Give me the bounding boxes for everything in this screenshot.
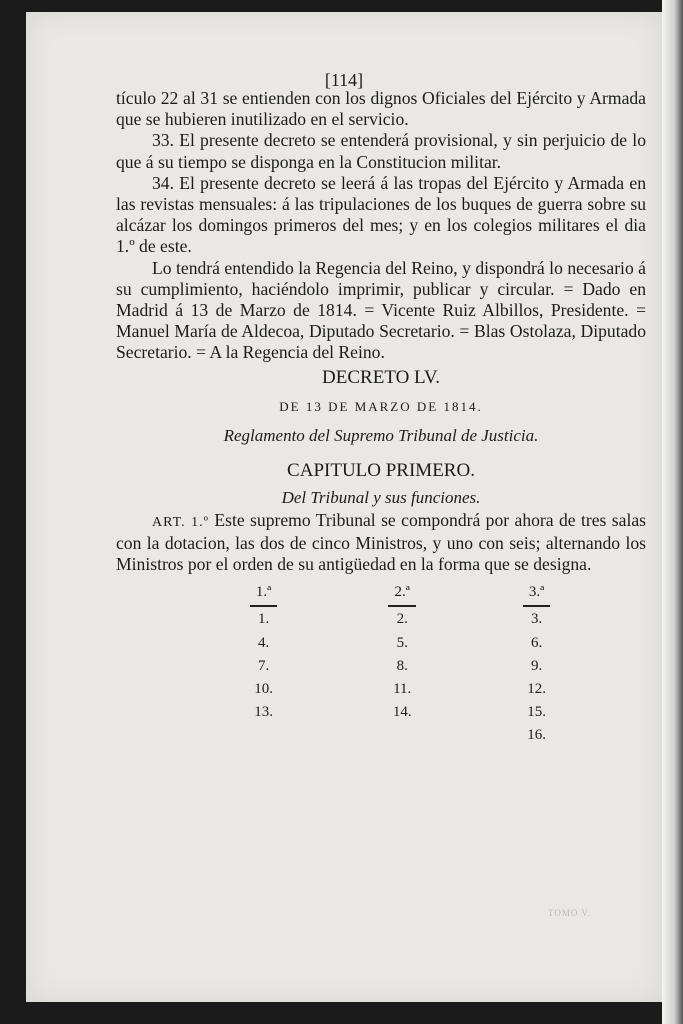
table-header-sala-2: 2.ª [339,581,465,608]
table-cell: 1. [257,611,270,628]
article-1-label: ART. 1.º [152,514,209,530]
decree-title: DECRETO LV. [322,366,440,388]
table-cell: 6. [530,634,543,651]
table-cell: 10. [254,681,273,698]
signature-mark: TOMO V. [548,908,592,918]
table-cell: 15. [527,704,546,721]
paragraph-article-34: 34. El presente decreto se leerá á las tropas del Ejército y Armada en las revistas mensuales: á las tripulaciones de los buques de guerra sobre su alcázar los domingos primeros del mes; y en los colegios militares el dia 1.º de este. [116,172,646,257]
table-cell: 5. [396,634,408,651]
page-body [116,88,646,748]
table-cell: 4. [257,634,270,651]
table-header-row [188,581,608,608]
table-cell [188,724,339,747]
table-cell: 14. [392,704,412,721]
section-title: Del Tribunal y sus funciones. [281,487,481,507]
table-cell: 11. [393,681,412,698]
table-cell: 2. [396,611,408,628]
table-cell: 9. [530,657,543,674]
table-row [188,655,608,678]
book-page [26,12,662,1002]
table-row [188,724,608,747]
paragraph-article-33: 33. El presente decreto se entenderá provisional, y sin perjuicio de lo que á su tiempo se disponga en la Constitucion militar. [116,130,646,172]
article-1 [116,510,646,576]
paragraph-regency-closing: Lo tendrá entendido la Regencia del Reino, y dispondrá lo necesario á su cumplimiento, haciéndolo imprimir, publicar y circular. = Dado en Madrid á 13 de Marzo de 1814. = Vicente Ruiz Albillos, Presidente. = Manuel María de Aldecoa, Diputado Secretario. = Blas Ostolaza, Diputado Secretario. = A la Regencia del Reino. [116,257,646,363]
table-row [188,608,608,631]
table-row [188,632,608,655]
table-cell: 16. [527,727,546,744]
chapter-title: CAPITULO PRIMERO. [287,459,475,481]
table-cell: 8. [396,657,408,674]
paragraph-continuation: tículo 22 al 31 se entienden con los dignos Oficiales del Ejército y Armada que se hubieren inutilizado en el servicio. [116,88,646,130]
table-cell: 12. [527,681,546,698]
table-header-sala-3: 3.ª [465,581,608,608]
table-cell [339,724,465,747]
article-1-text: Este supremo Tribunal se compondrá por ahora de tres salas con la dotacion, las dos de cinco Ministros, y uno con seis; alternando los Ministros por el orden de su antigüedad en la forma que se designa. [116,509,646,575]
page-number: [114] [324,70,364,90]
table-cell: 3. [530,611,543,628]
page-fore-edge [662,0,683,1024]
table-row [188,701,608,724]
table-cell: 13. [254,704,273,721]
table-cell: 7. [257,657,270,674]
table-header-sala-1: 1.ª [188,581,339,608]
table-row [188,678,608,701]
decree-subtitle: Reglamento del Supremo Tribunal de Justicia. [223,425,539,445]
ministers-table [188,581,608,747]
decree-date: DE 13 DE MARZO DE 1814. [279,398,483,414]
